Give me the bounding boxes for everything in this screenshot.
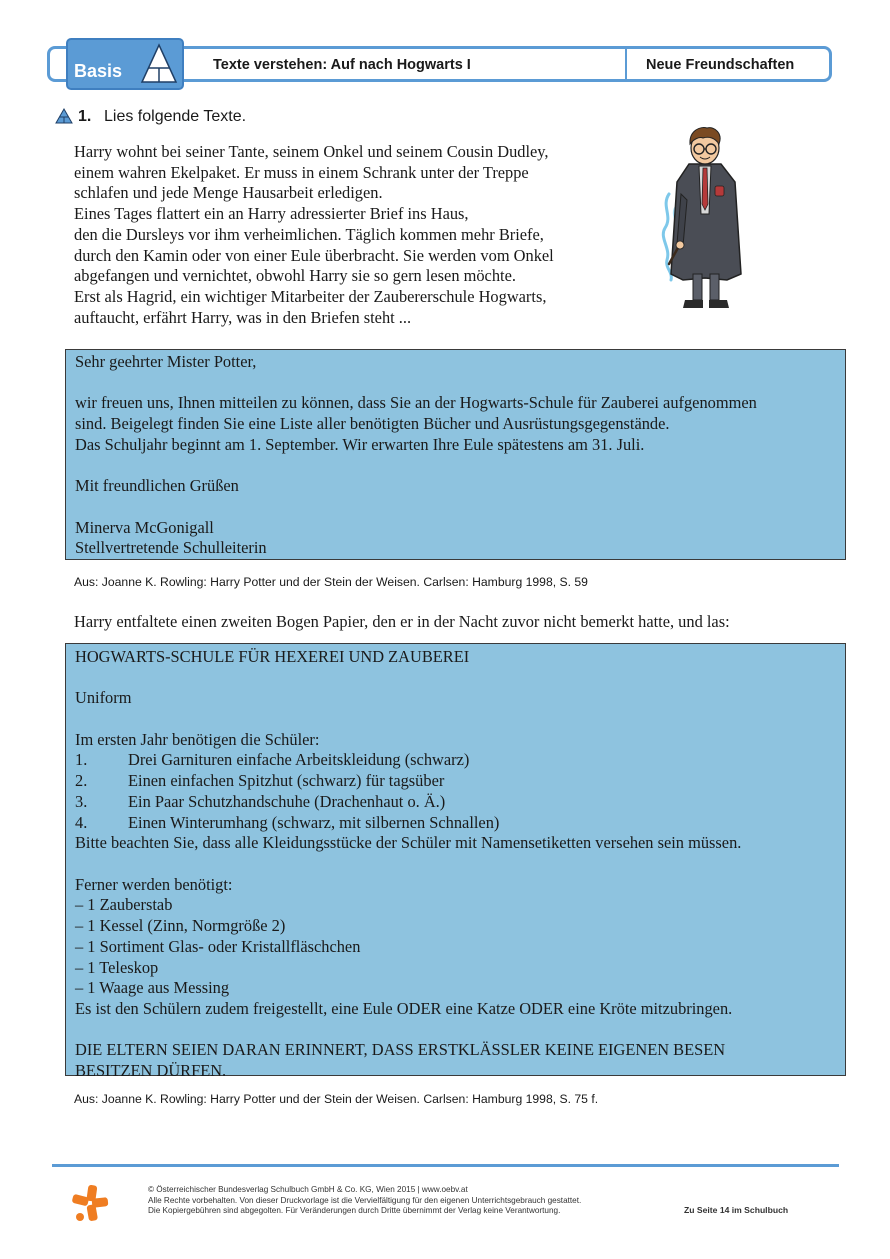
header-divider	[625, 48, 627, 80]
uniform-item: 1. Drei Garnituren einfache Arbeitskleidung (schwarz)	[75, 750, 470, 770]
level-triangle-icon	[139, 42, 179, 86]
source-citation-list: Aus: Joanne K. Rowling: Harry Potter und der Stein der Weisen. Carlsen: Hamburg 1998, S. 75 f.	[74, 1092, 599, 1106]
hogwarts-letter-box	[65, 349, 846, 560]
task-number: 1.	[78, 108, 92, 125]
letter-body-line: Das Schuljahr beginnt am 1. September. Wir erwarten Ihre Eule spätestens am 31. Juli.	[75, 434, 645, 454]
intro-line: Erst als Hagrid, ein wichtiger Mitarbeiter der Zaubererschule Hogwarts,	[74, 286, 547, 306]
intro-line: auftaucht, erfährt Harry, was in den Briefen steht ...	[74, 307, 412, 327]
uniform-item: 4. Einen Winterumhang (schwarz, mit silbernen Schnallen)	[75, 812, 500, 832]
footer-line: Alle Rechte vorbehalten. Von dieser Druckvorlage ist die Vervielfältigung für den eigenen Unterrichtsgebrauch gestattet.	[148, 1195, 582, 1205]
letter-closing: Mit freundlichen Grüßen	[75, 476, 239, 496]
further-item: – 1 Teleskop	[75, 957, 159, 977]
level-badge-label: Basis	[74, 61, 123, 81]
uniform-item: 2. Einen einfachen Spitzhut (schwarz) für tagsüber	[75, 771, 445, 791]
intro-line: einem wahren Ekelpaket. Er muss in einem Schrank unter der Treppe	[74, 162, 529, 182]
footer-line: © Österreichischer Bundesverlag Schulbuch GmbH & Co. KG, Wien 2015 | www.oebv.at	[148, 1185, 468, 1194]
task-level-icon	[55, 108, 73, 124]
source-citation-letter: Aus: Joanne K. Rowling: Harry Potter und der Stein der Weisen. Carlsen: Hamburg 1998, S. 59	[74, 575, 588, 589]
broom-warning-line: BESITZEN DÜRFEN.	[75, 1061, 227, 1080]
letter-signer-name: Minerva McGonigall	[75, 517, 214, 537]
intro-line: den die Dursleys vor ihm verheimlichen. Täglich kommen mehr Briefe,	[74, 224, 544, 244]
intro-line: Eines Tages flattert ein an Harry adressierter Brief ins Haus,	[74, 204, 469, 224]
footer-copyright	[148, 1185, 581, 1217]
further-item: – 1 Zauberstab	[75, 895, 173, 915]
footer-rule	[52, 1164, 839, 1167]
list-heading: HOGWARTS-SCHULE FÜR HEXEREI UND ZAUBEREI	[75, 647, 470, 666]
publisher-logo-icon	[70, 1183, 110, 1223]
pet-note: Es ist den Schülern zudem freigestellt, eine Eule ODER eine Katze ODER eine Kröte mitzubringen.	[75, 998, 733, 1018]
letter-body-line: wir freuen uns, Ihnen mitteilen zu können, dass Sie an der Hogwarts-Schule für Zauberei aufgenommen	[75, 393, 757, 413]
worksheet-topic: Neue Freundschaften	[646, 57, 795, 73]
uniform-intro: Im ersten Jahr benötigen die Schüler:	[75, 729, 320, 749]
footer-line: Die Kopiergebühren sind abgegolten. Für Veränderungen durch Dritte übernimmt der Verlag keine Verantwortung.	[148, 1206, 561, 1215]
name-tag-note: Bitte beachten Sie, dass alle Kleidungsstücke der Schüler mit Namensetiketten versehen sein müssen.	[75, 833, 742, 853]
further-item: – 1 Sortiment Glas- oder Kristallfläschchen	[75, 936, 361, 956]
further-intro: Ferner werden benötigt:	[75, 874, 233, 894]
intro-line: abgefangen und vernichtet, obwohl Harry sie so gern lesen möchte.	[74, 266, 516, 286]
bridge-sentence: Harry entfaltete einen zweiten Bogen Papier, den er in der Nacht zuvor nicht bemerkt hatte, und las:	[74, 612, 730, 631]
intro-line: Harry wohnt bei seiner Tante, seinem Onkel und seinem Cousin Dudley,	[74, 142, 549, 161]
uniform-item: 3. Ein Paar Schutzhandschuhe (Drachenhaut o. Ä.)	[75, 791, 446, 811]
intro-line: schlafen und jede Menge Hausarbeit erledigen.	[74, 183, 383, 203]
intro-paragraph	[74, 142, 634, 328]
intro-line: durch den Kamin oder von einer Eule überbracht. Sie werden vom Onkel	[74, 245, 554, 265]
letter-signer-role: Stellvertretende Schulleiterin	[75, 538, 267, 558]
worksheet-title: Texte verstehen: Auf nach Hogwarts I	[213, 57, 471, 73]
letter-body-line: sind. Beigelegt finden Sie eine Liste aller benötigten Bücher und Ausrüstungsgegenstände.	[75, 414, 670, 434]
list-subheading: Uniform	[75, 688, 132, 708]
further-item: – 1 Waage aus Messing	[75, 978, 230, 998]
schoolbook-reference: Zu Seite 14 im Schulbuch	[684, 1205, 789, 1215]
letter-salutation: Sehr geehrter Mister Potter,	[75, 352, 257, 371]
broom-warning-line: DIE ELTERN SEIEN DARAN ERINNERT, DASS ERSTKLÄSSLER KEINE EIGENEN BESEN	[75, 1040, 726, 1060]
wizard-boy-illustration	[655, 124, 755, 312]
equipment-list-box	[65, 643, 846, 1080]
further-item: – 1 Kessel (Zinn, Normgröße 2)	[75, 916, 286, 936]
task-instruction: Lies folgende Texte.	[104, 108, 247, 125]
